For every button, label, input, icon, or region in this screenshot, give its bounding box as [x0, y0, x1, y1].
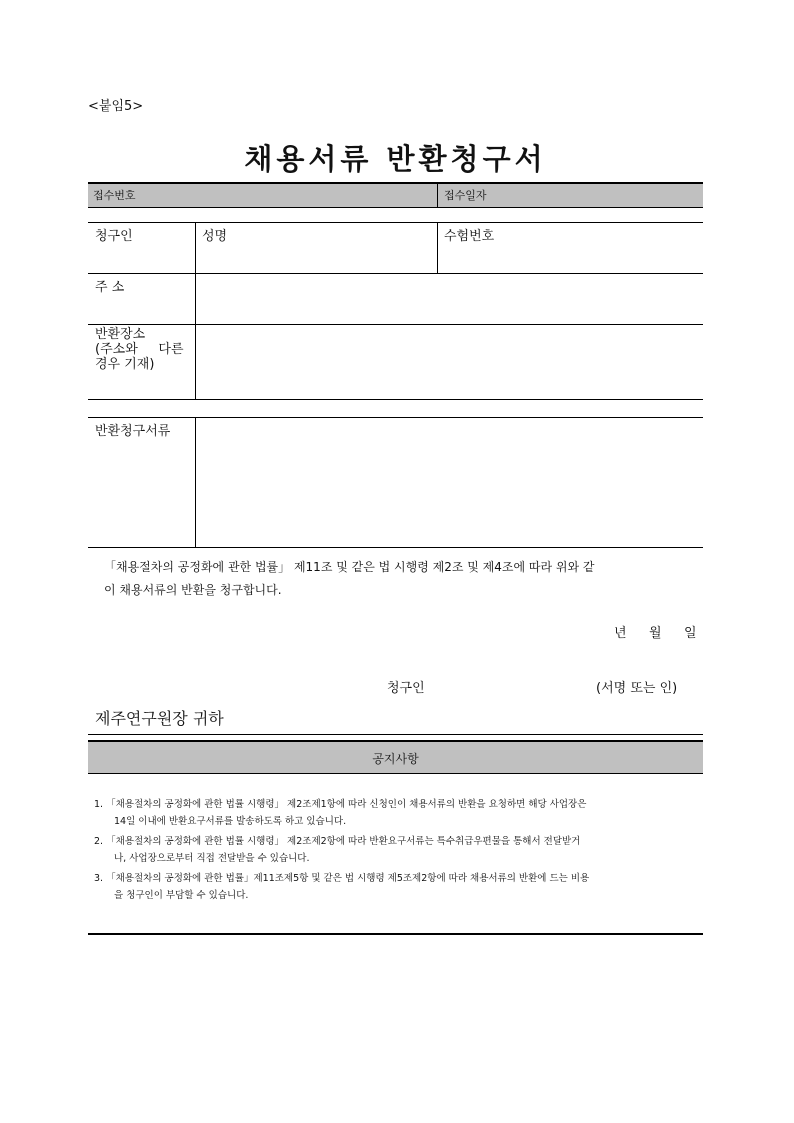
date-day: 일: [684, 626, 697, 641]
notice-list: [94, 797, 699, 904]
date-month: 월: [649, 626, 662, 641]
notice-item-line2: 14일 이내에 반환요구서류를 발송하도록 하고 있습니다.: [114, 815, 347, 827]
address-field[interactable]: [197, 275, 702, 323]
signature-field[interactable]: [440, 674, 590, 694]
recipient: 제주연구원장 귀하: [95, 709, 224, 728]
return-place-field[interactable]: [197, 326, 702, 398]
notice-item-line2: 나, 사업장으로부터 직접 전달받을 수 있습니다.: [114, 852, 310, 864]
notice-item: [94, 871, 699, 904]
signature-claimant-label: 청구인: [387, 681, 425, 696]
notice-item: [94, 834, 699, 867]
notice-item-number: 1.: [94, 799, 104, 810]
name-field[interactable]: [250, 224, 435, 271]
attachment-label: <붙임5>: [88, 99, 144, 114]
page-title: 채용서류 반환청구서: [244, 142, 547, 176]
notice-item-line1: 「채용절차의 공정화에 관한 법률 시행령」 제2조제1항에 따라 신청인이 채용서류의 반환을 요청하면 해당 사업장은: [106, 799, 587, 810]
notice-item-line1: 「채용절차의 공정화에 관한 법률 시행령」 제2조제2항에 따라 반환요구서류는 특수취급우편물을 통해서 전달받거: [106, 836, 581, 847]
name-label: 성명: [202, 229, 228, 244]
notice-item-line2: 을 청구인이 부담할 수 있습니다.: [114, 889, 249, 901]
notice-header: 공지사항: [372, 752, 419, 766]
return-place-label: [95, 327, 184, 372]
receipt-row: [88, 183, 703, 207]
return-place-label-line1: 반환장소: [95, 327, 146, 342]
return-place-label-line3: 경우 기재): [95, 357, 155, 372]
notice-item-number: 3.: [94, 873, 104, 884]
exam-number-field[interactable]: [505, 224, 701, 271]
return-place-label-line2: (주소와 다른: [95, 342, 184, 357]
receipt-number-label: 접수번호: [93, 189, 136, 202]
notice-item: [94, 797, 699, 830]
claimant-label: 청구인: [95, 229, 133, 244]
date-year: 년: [614, 626, 627, 641]
documents-label: 반환청구서류: [95, 424, 171, 439]
address-label: 주 소: [95, 280, 125, 295]
documents-field[interactable]: [197, 419, 702, 546]
statement-line2: 이 채용서류의 반환을 청구합니다.: [104, 583, 282, 597]
exam-number-label: 수험번호: [444, 229, 495, 244]
notice-item-line1: 「채용절차의 공정화에 관한 법률」제11조제5항 및 같은 법 시행령 제5조제2항에 따라 채용서류의 반환에 드는 비용: [106, 873, 590, 884]
signature-sign-label: (서명 또는 인): [596, 681, 678, 696]
statement-line1: 「채용절차의 공정화에 관한 법률」 제11조 및 같은 법 시행령 제2조 및 제4조에 따라 위와 같: [104, 560, 595, 574]
receipt-date-label: 접수일자: [444, 189, 487, 202]
notice-item-number: 2.: [94, 836, 104, 847]
